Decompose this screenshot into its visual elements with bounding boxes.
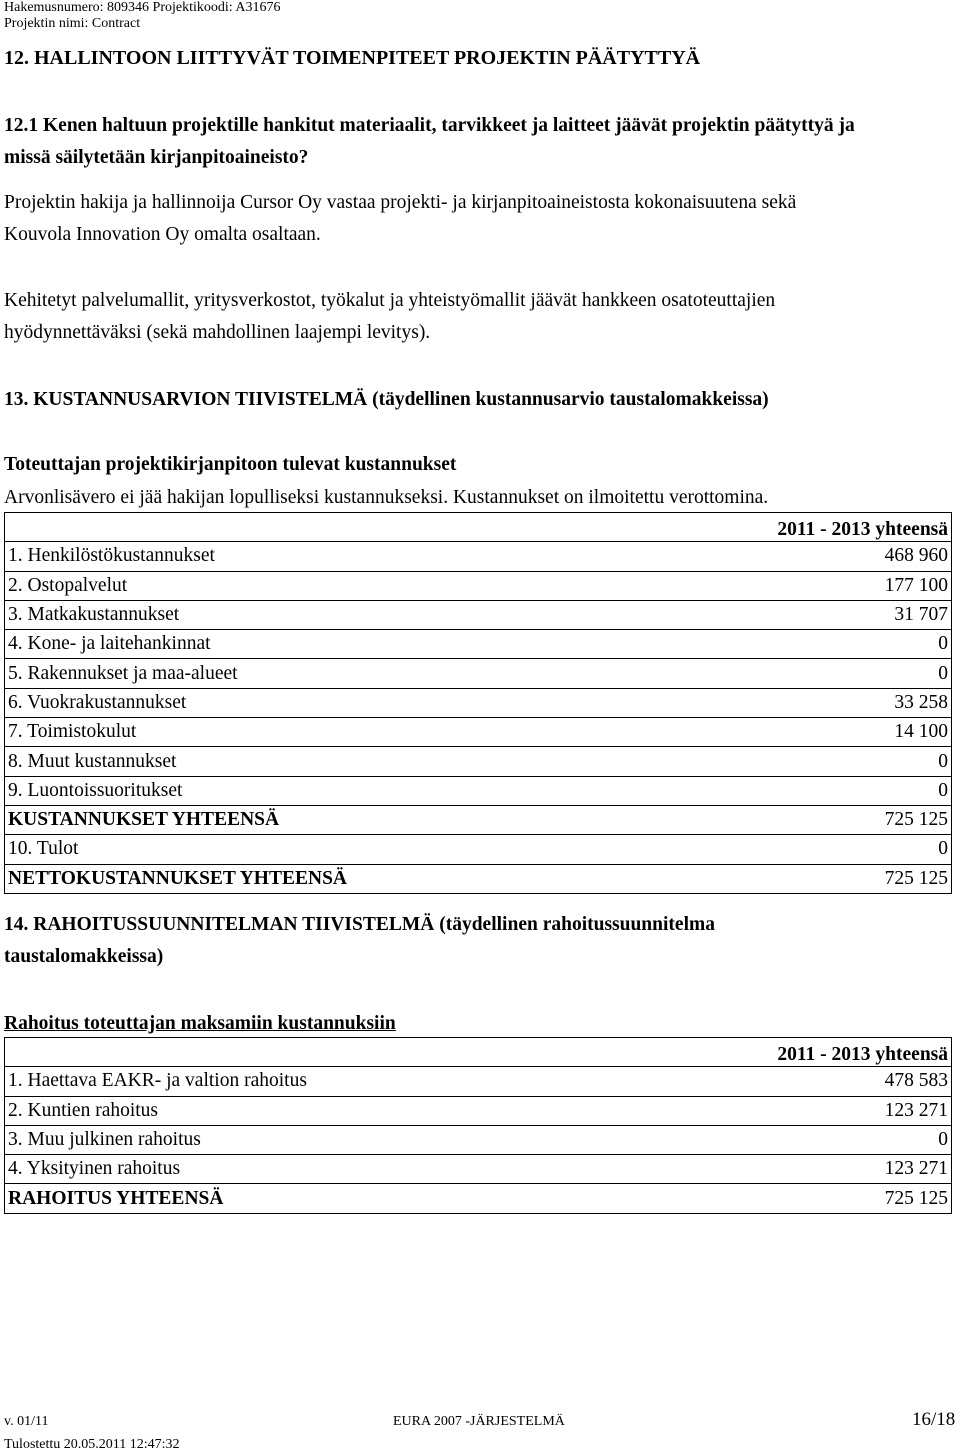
cost-table-row-label: 4. Kone- ja laitehankinnat [5,630,695,659]
cost-table-row-value: 0 [695,835,952,864]
cost-table-row [5,571,952,600]
financing-table-row-value: 478 583 [695,1067,952,1096]
financing-table-row-label: 2. Kuntien rahoitus [5,1096,695,1125]
header-application-number: Hakemusnumero: 809346 Projektikoodi: A31676 [4,0,281,15]
section-13-vat-note: Arvonlisävero ei jää hakijan lopulliseksi kustannukseksi. Kustannukset on ilmoitettu verottomina. [4,487,769,508]
financing-table-row [5,1184,952,1213]
section-13-subtitle: Toteuttajan projektikirjanpitoon tulevat kustannukset [4,454,457,475]
cost-table-row-value: 177 100 [695,571,952,600]
section-12-question-line1: 12.1 Kenen haltuun projektille hankitut materiaalit, tarvikkeet ja laitteet jäävät projektin päätyttyä ja [4,115,855,136]
cost-table-row-label: 5. Rakennukset ja maa-alueet [5,659,695,688]
cost-table-row-value: 31 707 [695,600,952,629]
financing-table-row-value: 123 271 [695,1096,952,1125]
financing-table-row-label: 1. Haettava EAKR- ja valtion rahoitus [5,1067,695,1096]
cost-table-row-label: 7. Toimistokulut [5,718,695,747]
header-project-name: Projektin nimi: Contract [4,16,141,31]
cost-table-row-value: 725 125 [695,805,952,834]
cost-table-row [5,542,952,571]
cost-table-row-label: 10. Tulot [5,835,695,864]
cost-table-row [5,747,952,776]
cost-table-row [5,864,952,893]
financing-table-row [5,1125,952,1154]
financing-table [4,1037,952,1214]
cost-table [4,512,952,894]
cost-table-row-label: 9. Luontoissuoritukset [5,776,695,805]
financing-table-row-value: 0 [695,1125,952,1154]
cost-table-row-value: 468 960 [695,542,952,571]
cost-table-row-label: 2. Ostopalvelut [5,571,695,600]
financing-table-row [5,1067,952,1096]
section-14-subtitle: Rahoitus toteuttajan maksamiin kustannuksiin [4,1013,396,1034]
cost-table-header-row [5,513,952,542]
financing-table-row-label: RAHOITUS YHTEENSÄ [5,1184,695,1213]
section-12-title: 12. HALLINTOON LIITTYVÄT TOIMENPITEET PROJEKTIN PÄÄTYTTYÄ [4,47,701,69]
financing-table-row-value: 123 271 [695,1155,952,1184]
cost-table-row-label: 8. Muut kustannukset [5,747,695,776]
cost-table-row [5,688,952,717]
cost-table-row-value: 33 258 [695,688,952,717]
section-13-title: 13. KUSTANNUSARVION TIIVISTELMÄ (täydellinen kustannusarvio taustalomakkeissa) [4,389,769,410]
financing-table-row-label: 4. Yksityinen rahoitus [5,1155,695,1184]
cost-table-row [5,600,952,629]
cost-table-row-value: 725 125 [695,864,952,893]
financing-header-empty-cell [5,1038,695,1067]
section-14-title-line2: taustalomakkeissa) [4,946,164,967]
footer-page-number: 16/18 [912,1409,956,1430]
cost-header-empty-cell [5,513,695,542]
cost-table-row-value: 0 [695,659,952,688]
cost-table-row-label: 1. Henkilöstökustannukset [5,542,695,571]
cost-table-row-label: 6. Vuokrakustannukset [5,688,695,717]
footer-printed-timestamp: Tulostettu 20.05.2011 12:47:32 [4,1437,180,1452]
section-12-paragraph1-line2: Kouvola Innovation Oy omalta osaltaan. [4,224,321,245]
cost-table-row [5,718,952,747]
financing-column-header: 2011 - 2013 yhteensä [695,1038,952,1067]
cost-table-row [5,776,952,805]
cost-table-row [5,630,952,659]
footer-system-name: EURA 2007 -JÄRJESTELMÄ [393,1414,565,1429]
cost-column-header: 2011 - 2013 yhteensä [695,513,952,542]
cost-table-row [5,805,952,834]
financing-table-row [5,1096,952,1125]
cost-table-row-label: 3. Matkakustannukset [5,600,695,629]
cost-table-row-label: NETTOKUSTANNUKSET YHTEENSÄ [5,864,695,893]
cost-table-row [5,659,952,688]
cost-table-row-value: 0 [695,747,952,776]
cost-table-row [5,835,952,864]
financing-table-row [5,1155,952,1184]
cost-table-row-label: KUSTANNUKSET YHTEENSÄ [5,805,695,834]
financing-table-row-label: 3. Muu julkinen rahoitus [5,1125,695,1154]
section-14-title-line1: 14. RAHOITUSSUUNNITELMAN TIIVISTELMÄ (täydellinen rahoitussuunnitelma [4,914,715,935]
financing-table-row-value: 725 125 [695,1184,952,1213]
financing-table-header-row [5,1038,952,1067]
cost-table-row-value: 14 100 [695,718,952,747]
footer-version: v. 01/11 [4,1414,49,1429]
cost-table-row-value: 0 [695,776,952,805]
section-12-paragraph2-line1: Kehitetyt palvelumallit, yritysverkostot, työkalut ja yhteistyömallit jäävät hankkeen osatoteuttajien [4,290,776,311]
section-12-question-line2: missä säilytetään kirjanpitoaineisto? [4,147,309,168]
cost-table-row-value: 0 [695,630,952,659]
section-12-paragraph1-line1: Projektin hakija ja hallinnoija Cursor Oy vastaa projekti- ja kirjanpitoaineistosta kokonaisuutena sekä [4,192,797,213]
section-12-paragraph2-line2: hyödynnettäväksi (sekä mahdollinen laajempi levitys). [4,322,431,343]
